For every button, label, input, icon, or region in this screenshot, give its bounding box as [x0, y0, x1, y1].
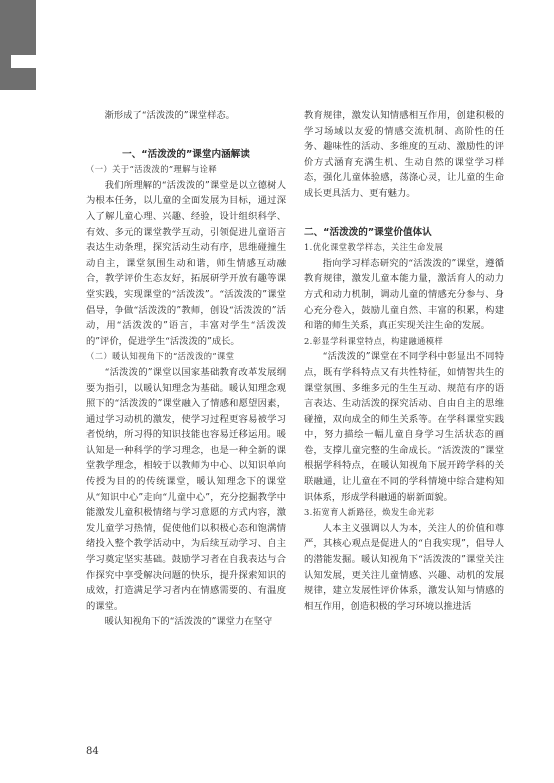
- left-column: [86, 108, 286, 630]
- paragraph-1-2: “活泼泼的”课堂以国家基础教育改革发展纲要为指引，以暖认知理念为基础。暖认知理念观照下的“活泼泼的”课堂融入了情感和愿望因素，通过学习动机的激发，使学习过程更容易被学习者悦纳，所习得的知识技能也容易迁移运用。暖认知是一种科学的学习理念，也是一种全新的课堂教学理念，相较于以教师为中心、以知识单向传授为目的的传统课堂，暖认知理念下的课堂从“知识中心”走向“儿童中心”，充分挖掘教学中能激发儿童积极情绪与学习意愿的方式内容，激发儿童学习热情，促使他们以积极心态和饱满情绪投入整个教学活动中，为后续互动学习、自主学习奠定坚实基础。鼓励学习者在自我表达与合作探究中享受解决问题的快乐，提升探索知识的成效，打造满足学习者内在情感需要的、有温度的课堂。: [86, 366, 286, 612]
- section-heading-1: 一、“活泼泼的”课堂内涵解读: [122, 148, 250, 160]
- paragraph-2-2: “活泼泼的”课堂在不同学科中彰显出不同特点，既有学科特点又有共性特征，如情智共生的课堂氛围、多维多元的生生互动、规范有序的语言表达、生动活泼的探究活动、自由自主的思维碰撞，双向成全的师生关系等。在学科课堂实践中，努力描绘一幅儿童自身学习生活状态的画卷，支撑儿童完整的生命成长。“活泼泼的”课堂根据学科特点，在暖认知视角下展开跨学科的关联融通，让儿童在不同的学科情境中综合建构知识体系，形成学科融通的崭新面貌。: [304, 351, 504, 503]
- page-corner-marker: [0, 0, 36, 90]
- page-number: 84: [86, 746, 99, 757]
- intro-sentence: 渐形成了“活泼泼的”课堂样态。: [104, 110, 235, 121]
- section-heading-2: 二、“活泼泼的”课堂价值体认: [304, 226, 432, 238]
- subheading-1-1: （一）关于“活泼泼的”理解与诠释: [86, 164, 218, 175]
- paragraph-2-1: 指向学习样态研究的“活泼泼的”课堂，遵循教育规律，激发儿童本能力量，激活育人的动力方式和动力机制，调动儿童的情感充分参与、身心充分卷入，鼓励儿童自然、丰富的积累，构建和谐的师生关系，真正实现关注生命的发展。: [304, 257, 504, 332]
- paragraph-1-3: 暖认知视角下的“活泼泼的”课堂力在坚守: [104, 616, 273, 628]
- page-corner-notch: [11, 55, 36, 68]
- subheading-2-2: 2.彰显学科课堂特点，构建融通模样: [304, 335, 444, 346]
- paragraph-continued: 教育规律，激发认知情感相互作用，创建积极的学习场域以友爱的情感交流机制、高阶性的任务、趣味性的活动、多维度的互动、激励性的评价方式涵育充满生机、生动自然的课堂学习样态，强化儿童体验感，荡涤心灵，让儿童的生命成长更具活力、更有魅力。: [304, 110, 504, 199]
- right-column: [304, 108, 504, 614]
- paragraph-2-3: 人本主义强调以人为本，关注人的价值和尊严，其核心观点是促进人的“自我实现”，倡导人的潜能发掘。暖认知视角下“活泼泼的”课堂关注认知发展，更关注儿童情感、兴趣、动机的发展规律，建立发展性评价体系，激发认知与情感的相互作用，创造积极的学习环境以推进活: [304, 522, 504, 612]
- paragraph-1-1: 我们所理解的“活泼泼的”课堂是以立德树人为根本任务，以儿童的全面发展为目标，通过深入了解儿童心理、兴趣、经验，设计组织科学、有效、多元的课堂教学互动，引领促进儿童语言表达生动条理，探究活动生动有序，思维碰撞生动自主，课堂氛围生动和谐，师生情感互动融合，教学评价生态友好，拓展研学开放有趣等课堂实践，实现课堂的“活泼泼”。“活泼泼的”课堂倡导，争做“活泼泼的”教师，创设“活泼泼的”活动，用“活泼泼的”语言，丰富对学生“活泼泼的”评价，促进学生“活泼泼的”成长。: [86, 179, 286, 347]
- subheading-2-1: 1.优化课堂教学样态，关注生命发展: [304, 242, 444, 253]
- subheading-2-3: 3.拓宽育人新路径，焕发生命光彩: [304, 507, 435, 518]
- subheading-1-2: （二）暖认知视角下的“活泼泼的”课堂: [86, 351, 235, 362]
